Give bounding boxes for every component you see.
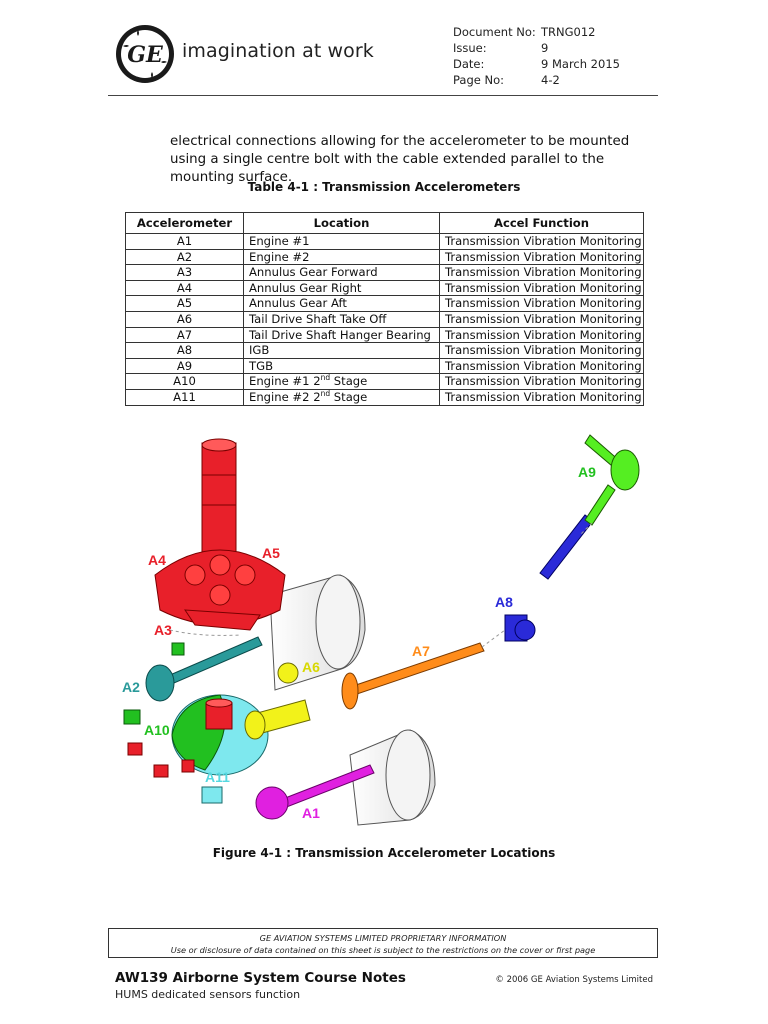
table-row bbox=[126, 358, 644, 374]
cell-location: Tail Drive Shaft Hanger Bearing bbox=[244, 327, 440, 343]
tagline: imagination at work bbox=[182, 40, 374, 62]
tgb-green bbox=[585, 435, 639, 525]
location-ordinal: 2 bbox=[313, 374, 321, 389]
doc-info-label: Issue: bbox=[453, 41, 487, 55]
cell-function: Transmission Vibration Monitoring bbox=[440, 265, 644, 281]
label-a9: A9 bbox=[578, 464, 596, 480]
intro-paragraph: electrical connections allowing for the accelerometer to be mounted using a single centre bolt with the cable extended parallel to the mounting surface. bbox=[170, 134, 630, 185]
cell-location: Annulus Gear Aft bbox=[244, 296, 440, 312]
cell-function: Transmission Vibration Monitoring bbox=[440, 280, 644, 296]
label-a8: A8 bbox=[495, 594, 513, 610]
cell-accelerometer: A1 bbox=[126, 234, 244, 250]
cell-function: Transmission Vibration Monitoring bbox=[440, 311, 644, 327]
location-text: Engine #2 bbox=[249, 389, 314, 404]
table-row bbox=[126, 374, 644, 390]
cell-accelerometer: A8 bbox=[126, 343, 244, 359]
cell-function: Transmission Vibration Monitoring bbox=[440, 296, 644, 312]
location-ordinal: 2 bbox=[313, 389, 321, 404]
label-a10: A10 bbox=[144, 722, 170, 738]
sensor-a11 bbox=[202, 787, 222, 803]
doc-info-label: Page No: bbox=[453, 73, 505, 87]
doc-info-value: TRNG012 bbox=[541, 25, 596, 39]
location-suffix: Stage bbox=[330, 389, 368, 404]
cell-accelerometer: A2 bbox=[126, 249, 244, 265]
transmission-diagram bbox=[110, 425, 670, 835]
table-row bbox=[126, 234, 644, 250]
accelerometer-table bbox=[125, 212, 644, 406]
cell-location: IGB bbox=[244, 343, 440, 359]
cell-accelerometer: A10 bbox=[126, 374, 244, 390]
label-a6: A6 bbox=[302, 659, 320, 675]
cell-accelerometer: A7 bbox=[126, 327, 244, 343]
label-a5: A5 bbox=[262, 545, 280, 561]
sensor-a2 bbox=[124, 710, 140, 724]
logo-lettering: GE bbox=[127, 42, 163, 68]
column-header-accelerometer: Accelerometer bbox=[126, 213, 244, 234]
notice-line-2: Use or disclosure of data contained on this sheet is subject to the restrictions on the cover or first page bbox=[170, 945, 596, 955]
table-row bbox=[126, 327, 644, 343]
copyright: © 2006 GE Aviation Systems Limited bbox=[495, 975, 653, 985]
column-header-location: Location bbox=[244, 213, 440, 234]
course-subtitle: HUMS dedicated sensors function bbox=[115, 988, 301, 1001]
doc-info-row bbox=[453, 24, 620, 40]
table-row bbox=[126, 296, 644, 312]
label-a7: A7 bbox=[412, 643, 430, 659]
cell-location: Annulus Gear Right bbox=[244, 280, 440, 296]
doc-info-row bbox=[453, 56, 620, 72]
location-text: Engine #1 bbox=[249, 374, 314, 389]
location-superscript: nd bbox=[320, 389, 331, 399]
cell-location: Annulus Gear Forward bbox=[244, 265, 440, 281]
header-divider bbox=[108, 95, 658, 96]
cell-function: Transmission Vibration Monitoring bbox=[440, 374, 644, 390]
igb-blue bbox=[505, 515, 593, 641]
cell-location bbox=[244, 389, 440, 405]
label-a4: A4 bbox=[148, 552, 166, 568]
figure-caption: Figure 4-1 : Transmission Accelerometer Locations bbox=[212, 846, 556, 860]
doc-info-label: Document No: bbox=[453, 25, 536, 39]
label-a1: A1 bbox=[302, 805, 320, 821]
table-row bbox=[126, 265, 644, 281]
cell-location: TGB bbox=[244, 358, 440, 374]
document-info bbox=[453, 24, 620, 88]
table-row bbox=[126, 311, 644, 327]
table-row bbox=[126, 280, 644, 296]
doc-info-label: Date: bbox=[453, 57, 485, 71]
label-a2: A2 bbox=[122, 679, 140, 695]
table-caption: Table 4-1 : Transmission Accelerometers bbox=[247, 180, 521, 194]
main-rotor-gearbox bbox=[155, 439, 285, 630]
cell-function: Transmission Vibration Monitoring bbox=[440, 343, 644, 359]
teal-input-shaft bbox=[146, 637, 262, 701]
doc-info-value: 9 March 2015 bbox=[541, 57, 620, 71]
doc-info-value: 4-2 bbox=[541, 73, 560, 87]
cell-accelerometer: A3 bbox=[126, 265, 244, 281]
doc-info-row bbox=[453, 72, 620, 88]
cell-accelerometer: A6 bbox=[126, 311, 244, 327]
table-row bbox=[126, 343, 644, 359]
table-header-row bbox=[126, 213, 644, 234]
column-header-function: Accel Function bbox=[440, 213, 644, 234]
cell-function: Transmission Vibration Monitoring bbox=[440, 358, 644, 374]
doc-info-row bbox=[453, 40, 620, 56]
cell-location: Engine #2 bbox=[244, 249, 440, 265]
cell-function: Transmission Vibration Monitoring bbox=[440, 234, 644, 250]
table-row bbox=[126, 249, 644, 265]
label-a11: A11 bbox=[205, 769, 230, 785]
proprietary-notice bbox=[108, 928, 658, 958]
course-title: AW139 Airborne System Course Notes bbox=[115, 970, 406, 986]
cell-location: Tail Drive Shaft Take Off bbox=[244, 311, 440, 327]
ge-logo bbox=[115, 24, 175, 84]
table-row bbox=[126, 389, 644, 405]
cell-function: Transmission Vibration Monitoring bbox=[440, 327, 644, 343]
location-suffix: Stage bbox=[330, 374, 368, 389]
cell-location: Engine #1 bbox=[244, 234, 440, 250]
label-a3: A3 bbox=[154, 622, 172, 638]
cell-location bbox=[244, 374, 440, 390]
notice-line-1: GE AVIATION SYSTEMS LIMITED PROPRIETARY INFORMATION bbox=[259, 933, 507, 943]
cell-function: Transmission Vibration Monitoring bbox=[440, 249, 644, 265]
cell-accelerometer: A5 bbox=[126, 296, 244, 312]
cell-function: Transmission Vibration Monitoring bbox=[440, 389, 644, 405]
cell-accelerometer: A4 bbox=[126, 280, 244, 296]
doc-info-value: 9 bbox=[541, 41, 549, 55]
location-superscript: nd bbox=[320, 373, 331, 383]
cell-accelerometer: A11 bbox=[126, 389, 244, 405]
cell-accelerometer: A9 bbox=[126, 358, 244, 374]
